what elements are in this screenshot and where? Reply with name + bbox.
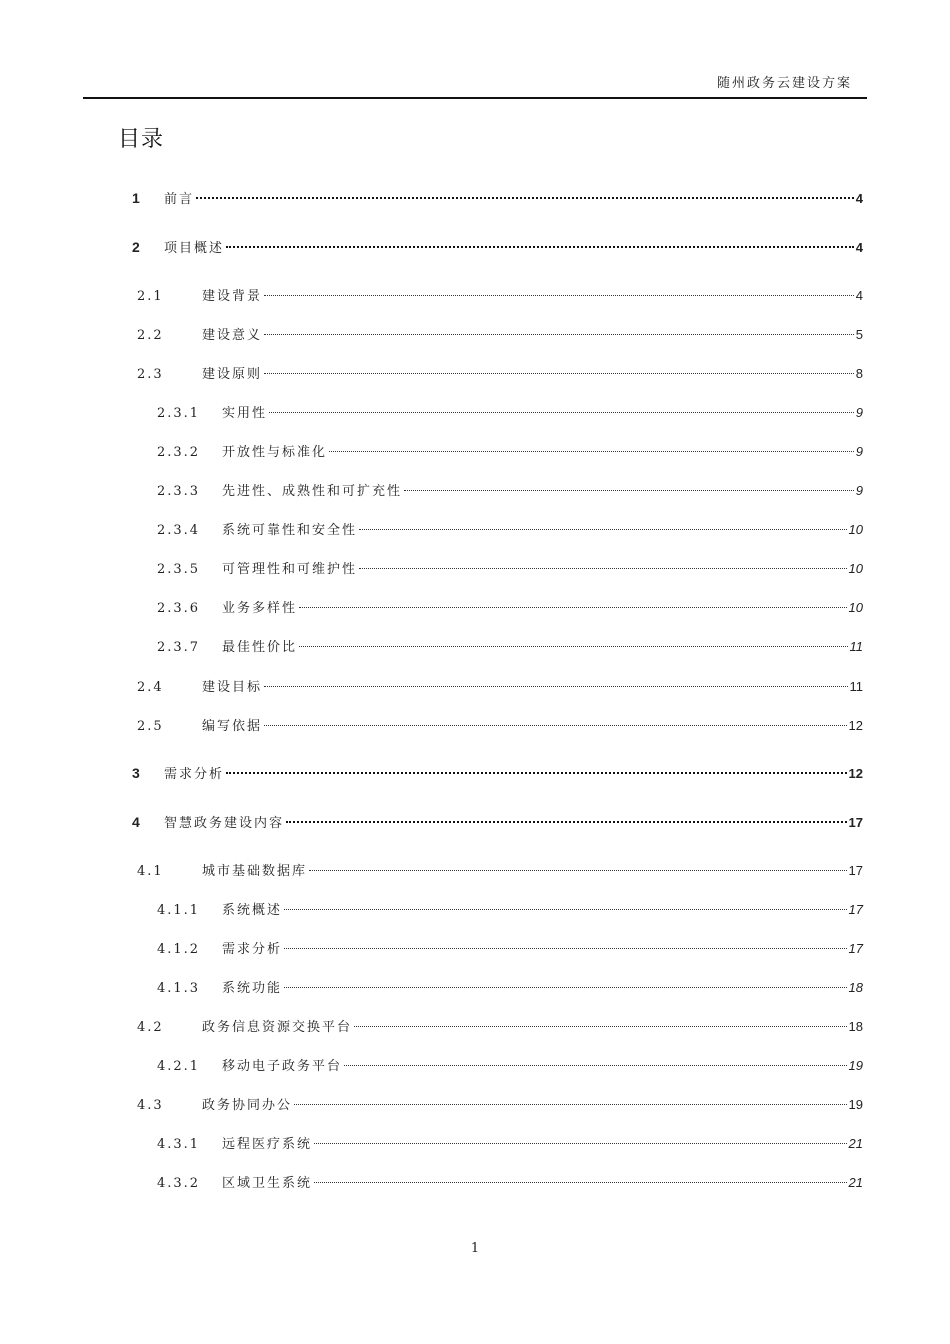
toc-entry-label: 系统可靠性和安全性 [222,523,358,538]
toc-entry-page: 4 [855,191,863,206]
dot-leader [329,451,854,452]
toc-entry-label: 建设目标 [202,680,263,695]
toc-entry-4-1[interactable] [137,860,863,880]
toc-entry-2-3-4[interactable] [157,519,863,539]
toc-entry-number: 2.1 [137,289,164,304]
toc-entry-label: 需求分析 [164,767,225,782]
toc-entry-page: 18 [848,980,863,995]
toc-entry-number: 4.1.3 [157,981,201,996]
dot-leader [284,948,847,949]
toc-entry-2-3-2[interactable] [157,441,863,461]
toc-entry-number: 4.2.1 [157,1059,201,1074]
toc-entry-number: 2.5 [137,719,164,734]
toc-entry-4-3-1[interactable] [157,1133,863,1153]
dot-leader [264,373,854,374]
toc-entry-label: 项目概述 [164,241,225,256]
toc-entry-4-3-2[interactable] [157,1172,863,1192]
toc-entry-label: 前言 [164,192,195,207]
toc-entry-page: 17 [848,815,863,830]
toc-entry-label: 实用性 [222,406,268,421]
dot-leader [359,568,847,569]
toc-entry-label: 建设背景 [202,289,263,304]
toc-entry-label: 城市基础数据库 [202,864,308,879]
toc-entry-label: 先进性、成熟性和可扩充性 [222,484,403,499]
toc-entry-page: 8 [855,366,863,381]
toc-entry-page: 17 [848,941,863,956]
toc-entry-2-2[interactable] [137,324,863,344]
toc-entry-3[interactable] [132,763,863,783]
toc-entry-page: 21 [848,1136,863,1151]
toc-entry-label: 编写依据 [202,719,263,734]
toc-entry-page: 12 [848,766,863,781]
toc-entry-page: 4 [855,240,863,255]
toc-entry-number: 2.3.2 [157,445,201,460]
toc-entry-2-4[interactable] [137,676,863,696]
toc-entry-label: 系统功能 [222,981,283,996]
toc-entry-2-3-7[interactable] [157,636,863,656]
toc-entry-page: 18 [848,1019,863,1034]
toc-entry-1[interactable] [132,188,863,208]
toc-entry-label: 最佳性价比 [222,640,298,655]
toc-entry-page: 10 [848,600,863,615]
toc-entry-number: 4.3 [137,1098,164,1113]
toc-entry-4-3[interactable] [137,1094,863,1114]
toc-entry-2[interactable] [132,237,863,257]
toc-entry-2-3-1[interactable] [157,402,863,422]
dot-leader [264,686,847,687]
dot-leader [299,607,847,608]
toc-entry-label: 需求分析 [222,942,283,957]
toc-entry-page: 11 [849,639,863,654]
toc-entry-page: 10 [848,561,863,576]
toc-entry-4-2-1[interactable] [157,1055,863,1075]
toc-entry-page: 9 [855,444,863,459]
toc-entry-number: 4 [132,814,140,830]
dot-leader [359,529,847,530]
toc-entry-2-5[interactable] [137,715,863,735]
toc-entry-page: 4 [855,288,863,303]
toc-entry-number: 2.3.5 [157,562,201,577]
toc-entry-4[interactable] [132,812,863,832]
toc-entry-label: 开放性与标准化 [222,445,328,460]
toc-entry-2-3-6[interactable] [157,597,863,617]
toc-entry-page: 9 [855,483,863,498]
dot-leader [294,1104,847,1105]
dot-leader [344,1065,847,1066]
dot-leader [314,1182,847,1183]
dot-leader [309,870,847,871]
toc-entry-page: 21 [848,1175,863,1190]
toc-entry-number: 2 [132,239,140,255]
toc-entry-2-3[interactable] [137,363,863,383]
toc-entry-page: 5 [855,327,863,342]
toc-entry-number: 4.3.2 [157,1176,201,1191]
toc-entry-2-3-3[interactable] [157,480,863,500]
dot-leader [354,1026,847,1027]
toc-entry-label: 区域卫生系统 [222,1176,313,1191]
toc-entry-number: 1 [132,190,140,206]
running-header-title: 随州政务云建设方案 [716,76,852,91]
dot-leader [226,772,847,774]
toc-entry-number: 4.3.1 [157,1137,201,1152]
dot-leader [284,909,847,910]
toc-entry-page: 10 [848,522,863,537]
dot-leader [226,246,854,248]
toc-entry-label: 智慧政务建设内容 [164,816,285,831]
toc-entry-number: 3 [132,765,140,781]
toc-entry-label: 移动电子政务平台 [222,1059,343,1074]
toc-entry-page: 19 [848,1097,863,1112]
toc-entry-number: 2.3.7 [157,640,201,655]
toc-entry-label: 远程医疗系统 [222,1137,313,1152]
toc-entry-label: 业务多样性 [222,601,298,616]
dot-leader [264,295,854,296]
toc-entry-2-3-5[interactable] [157,558,863,578]
dot-leader [299,646,847,647]
dot-leader [286,821,847,823]
dot-leader [314,1143,847,1144]
toc-title: 目录 [118,127,165,152]
toc-entry-4-1-2[interactable] [157,938,863,958]
toc-entry-page: 17 [848,902,863,917]
toc-entry-number: 4.2 [137,1020,164,1035]
toc-entry-page: 19 [848,1058,863,1073]
toc-entry-number: 2.3.3 [157,484,201,499]
toc-entry-number: 4.1.1 [157,903,201,918]
dot-leader [196,197,854,199]
dot-leader [404,490,854,491]
toc-entry-label: 系统概述 [222,903,283,918]
toc-entry-number: 2.3.1 [157,406,201,421]
toc-entry-page: 12 [848,718,863,733]
toc-entry-number: 2.4 [137,680,164,695]
toc-entry-label: 政务协同办公 [202,1098,293,1113]
dot-leader [269,412,854,413]
dot-leader [264,334,854,335]
toc-entry-page: 9 [855,405,863,420]
toc-entry-page: 17 [848,863,863,878]
toc-entry-4-1-1[interactable] [157,899,863,919]
toc-entry-label: 政务信息资源交换平台 [202,1020,353,1035]
toc-entry-number: 2.2 [137,328,164,343]
toc-entry-number: 4.1.2 [157,942,201,957]
dot-leader [284,987,847,988]
toc-entry-4-1-3[interactable] [157,977,863,997]
toc-entry-label: 建设原则 [202,367,263,382]
dot-leader [264,725,847,726]
toc-entry-4-2[interactable] [137,1016,863,1036]
toc-entry-page: 11 [849,679,863,694]
page-number: 1 [470,1241,480,1256]
header-rule [83,97,867,99]
toc-entry-number: 4.1 [137,864,164,879]
toc-entry-number: 2.3.6 [157,601,201,616]
toc-entry-number: 2.3.4 [157,523,201,538]
toc-entry-label: 建设意义 [202,328,263,343]
toc-entry-2-1[interactable] [137,285,863,305]
toc-entry-label: 可管理性和可维护性 [222,562,358,577]
toc-entry-number: 2.3 [137,367,164,382]
